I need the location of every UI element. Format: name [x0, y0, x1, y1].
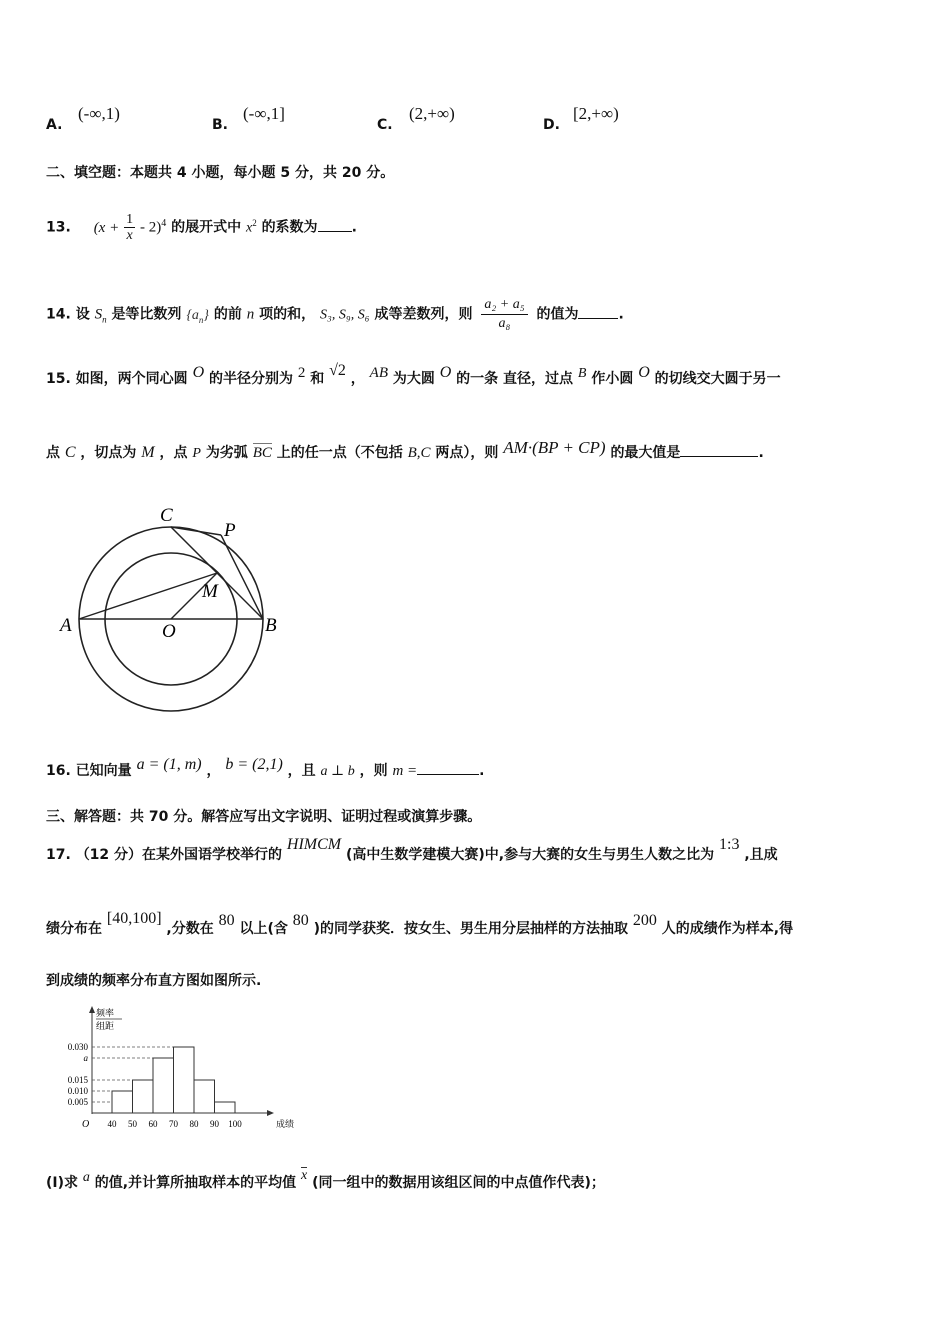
question-17-part1 [46, 1168, 605, 1192]
q17-80b: 80 [292, 912, 309, 929]
x-axis-label: 成绩 [276, 1119, 295, 1129]
q15-text7: 作小圆 [591, 371, 634, 387]
q13-number: 13. [46, 219, 71, 236]
q15-answer-blank[interactable] [680, 444, 758, 457]
y-label-top: 频率 [96, 1008, 115, 1018]
q16-text1: 已知向量 [75, 763, 132, 779]
y-tick-label: 0.030 [67, 1042, 88, 1052]
question-17-line2 [46, 910, 794, 938]
q14-answer-blank[interactable] [578, 306, 618, 319]
q15-l2-text6: 两点），则 [435, 445, 499, 461]
q17-1-xbar: x [300, 1168, 308, 1183]
q15-text8: 的切线交大圆于另一 [654, 371, 781, 387]
q17-1-text3: (同一组中的数据用该组区间的中点值作代表)； [312, 1175, 605, 1191]
q15-points-BC: B,C [407, 445, 431, 461]
y-tick-label: 0.010 [67, 1086, 88, 1096]
q14-sums: S₃, S₉, S₆ [320, 307, 370, 323]
q15-r2: √2 [329, 362, 346, 379]
q17-text1: （12 分）在某外国语学校举行的 [75, 847, 283, 863]
q14-seq-sub: n [198, 314, 204, 325]
q17-text3: ,且成 [744, 847, 778, 863]
q17-l2-text5: 人的成绩作为样本,得 [661, 921, 794, 937]
option-c-letter: C. [377, 117, 393, 133]
x-tick-label: 70 [169, 1119, 178, 1129]
q14-text6: 的值为 [536, 306, 579, 323]
q14-text3: 的前 [213, 306, 242, 323]
label-A: A [60, 615, 72, 636]
q17-l2-text2: ,分数在 [166, 921, 214, 937]
q15-text5: 为大圆 [392, 371, 435, 387]
q16-perp: a ⊥ b [320, 764, 355, 779]
q13-term-power: 2 [252, 217, 257, 228]
question-14 [46, 296, 624, 333]
q15-text3: 和 [310, 371, 325, 387]
q15-r1: 2 [297, 365, 306, 381]
q14-text2: 是等比数列 [111, 306, 182, 323]
label-P: P [224, 520, 236, 541]
histogram-bar [112, 1091, 133, 1113]
q16-vector-a: a = (1, m) [136, 756, 202, 773]
histogram-bar [215, 1102, 236, 1113]
q17-l2-text1: 绩分布在 [46, 921, 102, 937]
q17-himcm: HIMCM [286, 836, 342, 853]
q13-expr-post: - 2) [139, 219, 162, 236]
question-17-line3: 到成绩的频率分布直方图如图所示. [46, 973, 262, 989]
q16-sep: ， [206, 763, 221, 779]
q13-fraction [124, 212, 135, 243]
q13-power: 4 [161, 217, 167, 229]
q15-P: P [192, 446, 201, 461]
q17-ratio: 1:3 [719, 836, 740, 853]
q17-1-a: a [82, 1170, 90, 1185]
q13-frac-den: x [126, 228, 133, 243]
question-13 [46, 212, 357, 243]
frequency-histogram [58, 1006, 295, 1134]
x-tick-label: 50 [128, 1119, 137, 1129]
x-tick-label: 60 [148, 1119, 158, 1129]
section-3-heading: 三、解答题：共 70 分。解答应写出文字说明、证明过程或演算步骤。 [46, 809, 482, 825]
q17-200: 200 [632, 912, 657, 929]
y-tick-label: 0.015 [67, 1075, 88, 1085]
q17-1-text1: (Ⅰ)求 [46, 1175, 79, 1191]
q13-frac-num: 1 [126, 212, 134, 227]
histogram-bar [174, 1047, 195, 1113]
concentric-circles-figure [56, 500, 296, 720]
y-tick-label: 0.005 [67, 1097, 88, 1107]
q14-sequence [186, 308, 209, 323]
q17-number: 17. [46, 847, 71, 863]
q17-80: 80 [218, 912, 235, 929]
label-O: O [162, 621, 176, 642]
q15-text2: 的半径分别为 [209, 371, 293, 387]
q15-l2-text5: 上的任一点（不包括 [276, 445, 403, 461]
x-tick-label: 80 [189, 1119, 199, 1129]
q17-range: [40,100] [106, 910, 162, 927]
histogram-bar [194, 1080, 215, 1113]
q14-seq-a: {a [186, 307, 199, 323]
y-axis-arrow-icon [89, 1006, 95, 1013]
question-16 [46, 756, 485, 780]
question-15-line1 [46, 362, 781, 388]
origin-label: O [82, 1119, 90, 1130]
y-tick-label: a [83, 1053, 88, 1063]
q14-frac-num: a₂ + a₅ [481, 296, 527, 315]
q15-O3: O [638, 364, 650, 381]
q13-expr-pre: (x + [93, 219, 120, 236]
label-M: M [202, 581, 218, 602]
q17-text2: (高中生数学建模大赛)中,参与大赛的女生与男生人数之比为 [346, 847, 715, 863]
q14-number: 14. [46, 306, 71, 323]
q15-O2: O [439, 364, 452, 381]
q16-period: . [479, 763, 485, 779]
q14-text5: 成等差数列，则 [374, 306, 473, 323]
question-15-line2 [46, 438, 764, 462]
q16-number: 16. [46, 763, 71, 779]
segment-PB [221, 535, 263, 619]
option-d-letter: D. [543, 117, 560, 133]
q16-vector-b: b = (2,1) [225, 756, 283, 773]
q15-text6: 的一条 直径，过点 [456, 371, 574, 387]
q15-number: 15. [46, 371, 71, 387]
q15-l2-text7: 的最大值是 [610, 445, 681, 461]
q17-l2-text4: )的同学获奖．按女生、男生用分层抽样的方法抽取 [313, 921, 629, 937]
q15-l2-text3: ，点 [159, 445, 188, 461]
q15-M: M [141, 444, 155, 461]
histogram-bar [133, 1080, 154, 1113]
q14-S-sub: n [102, 314, 107, 325]
q14-fraction [481, 296, 527, 333]
q16-text2: ，且 [287, 763, 316, 779]
label-B: B [265, 615, 277, 636]
q15-AB: AB [369, 365, 388, 381]
q15-B: B [577, 366, 587, 381]
option-a-value: (-∞,1) [78, 104, 120, 123]
x-axis-arrow-icon [267, 1110, 274, 1116]
q15-text1: 如图，两个同心圆 [75, 371, 188, 387]
label-C: C [160, 505, 173, 526]
option-b-value: (-∞,1] [243, 104, 285, 123]
q15-l2-text1: 点 [46, 445, 60, 461]
y-label-bottom: 组距 [96, 1021, 115, 1031]
q15-l2-text4: 为劣弧 [205, 445, 248, 461]
q15-period: . [758, 445, 764, 461]
q14-frac-den: a₈ [498, 316, 511, 331]
segment-AM [79, 573, 217, 619]
q16-answer-blank[interactable] [417, 762, 479, 775]
option-a-letter: A. [46, 117, 63, 133]
q13-text1: 的展开式中 [171, 219, 242, 236]
q14-text1: 设 [75, 306, 90, 323]
q13-term: x [245, 220, 253, 236]
q14-text4: 项的和， [259, 306, 316, 323]
q14-S: S [94, 306, 103, 323]
question-17-line1 [46, 836, 778, 864]
x-tick-label: 90 [210, 1119, 219, 1129]
q15-l2-text2: ，切点为 [80, 445, 137, 461]
q16-text3: ，则 [359, 763, 388, 779]
section-2-heading: 二、填空题：本题共 4 小题，每小题 5 分，共 20 分。 [46, 165, 395, 181]
q16-m: m = [392, 763, 418, 779]
q15-text4: ， [350, 371, 365, 387]
q14-n: n [246, 306, 255, 323]
q15-O: O [192, 364, 205, 381]
q14-seq-end: } [203, 307, 210, 323]
option-d-value: [2,+∞) [573, 104, 619, 123]
q17-l2-text3: 以上(含 [239, 921, 288, 937]
q14-period: . [618, 306, 624, 323]
histogram-bar [153, 1058, 174, 1113]
q15-C: C [64, 444, 76, 461]
q15-arc-BC: BC [252, 445, 272, 461]
option-c-value: (2,+∞) [409, 104, 455, 123]
option-b-letter: B. [212, 117, 228, 133]
q17-1-text2: 的值,并计算所抽取样本的平均值 [94, 1175, 297, 1191]
x-tick-label: 100 [228, 1119, 242, 1129]
q15-expression: AM·(BP + CP) [503, 438, 606, 457]
x-tick-label: 40 [107, 1119, 117, 1129]
q13-answer-blank[interactable] [318, 219, 352, 232]
q13-text2: 的系数为 [261, 219, 318, 236]
q13-period: . [351, 219, 357, 236]
